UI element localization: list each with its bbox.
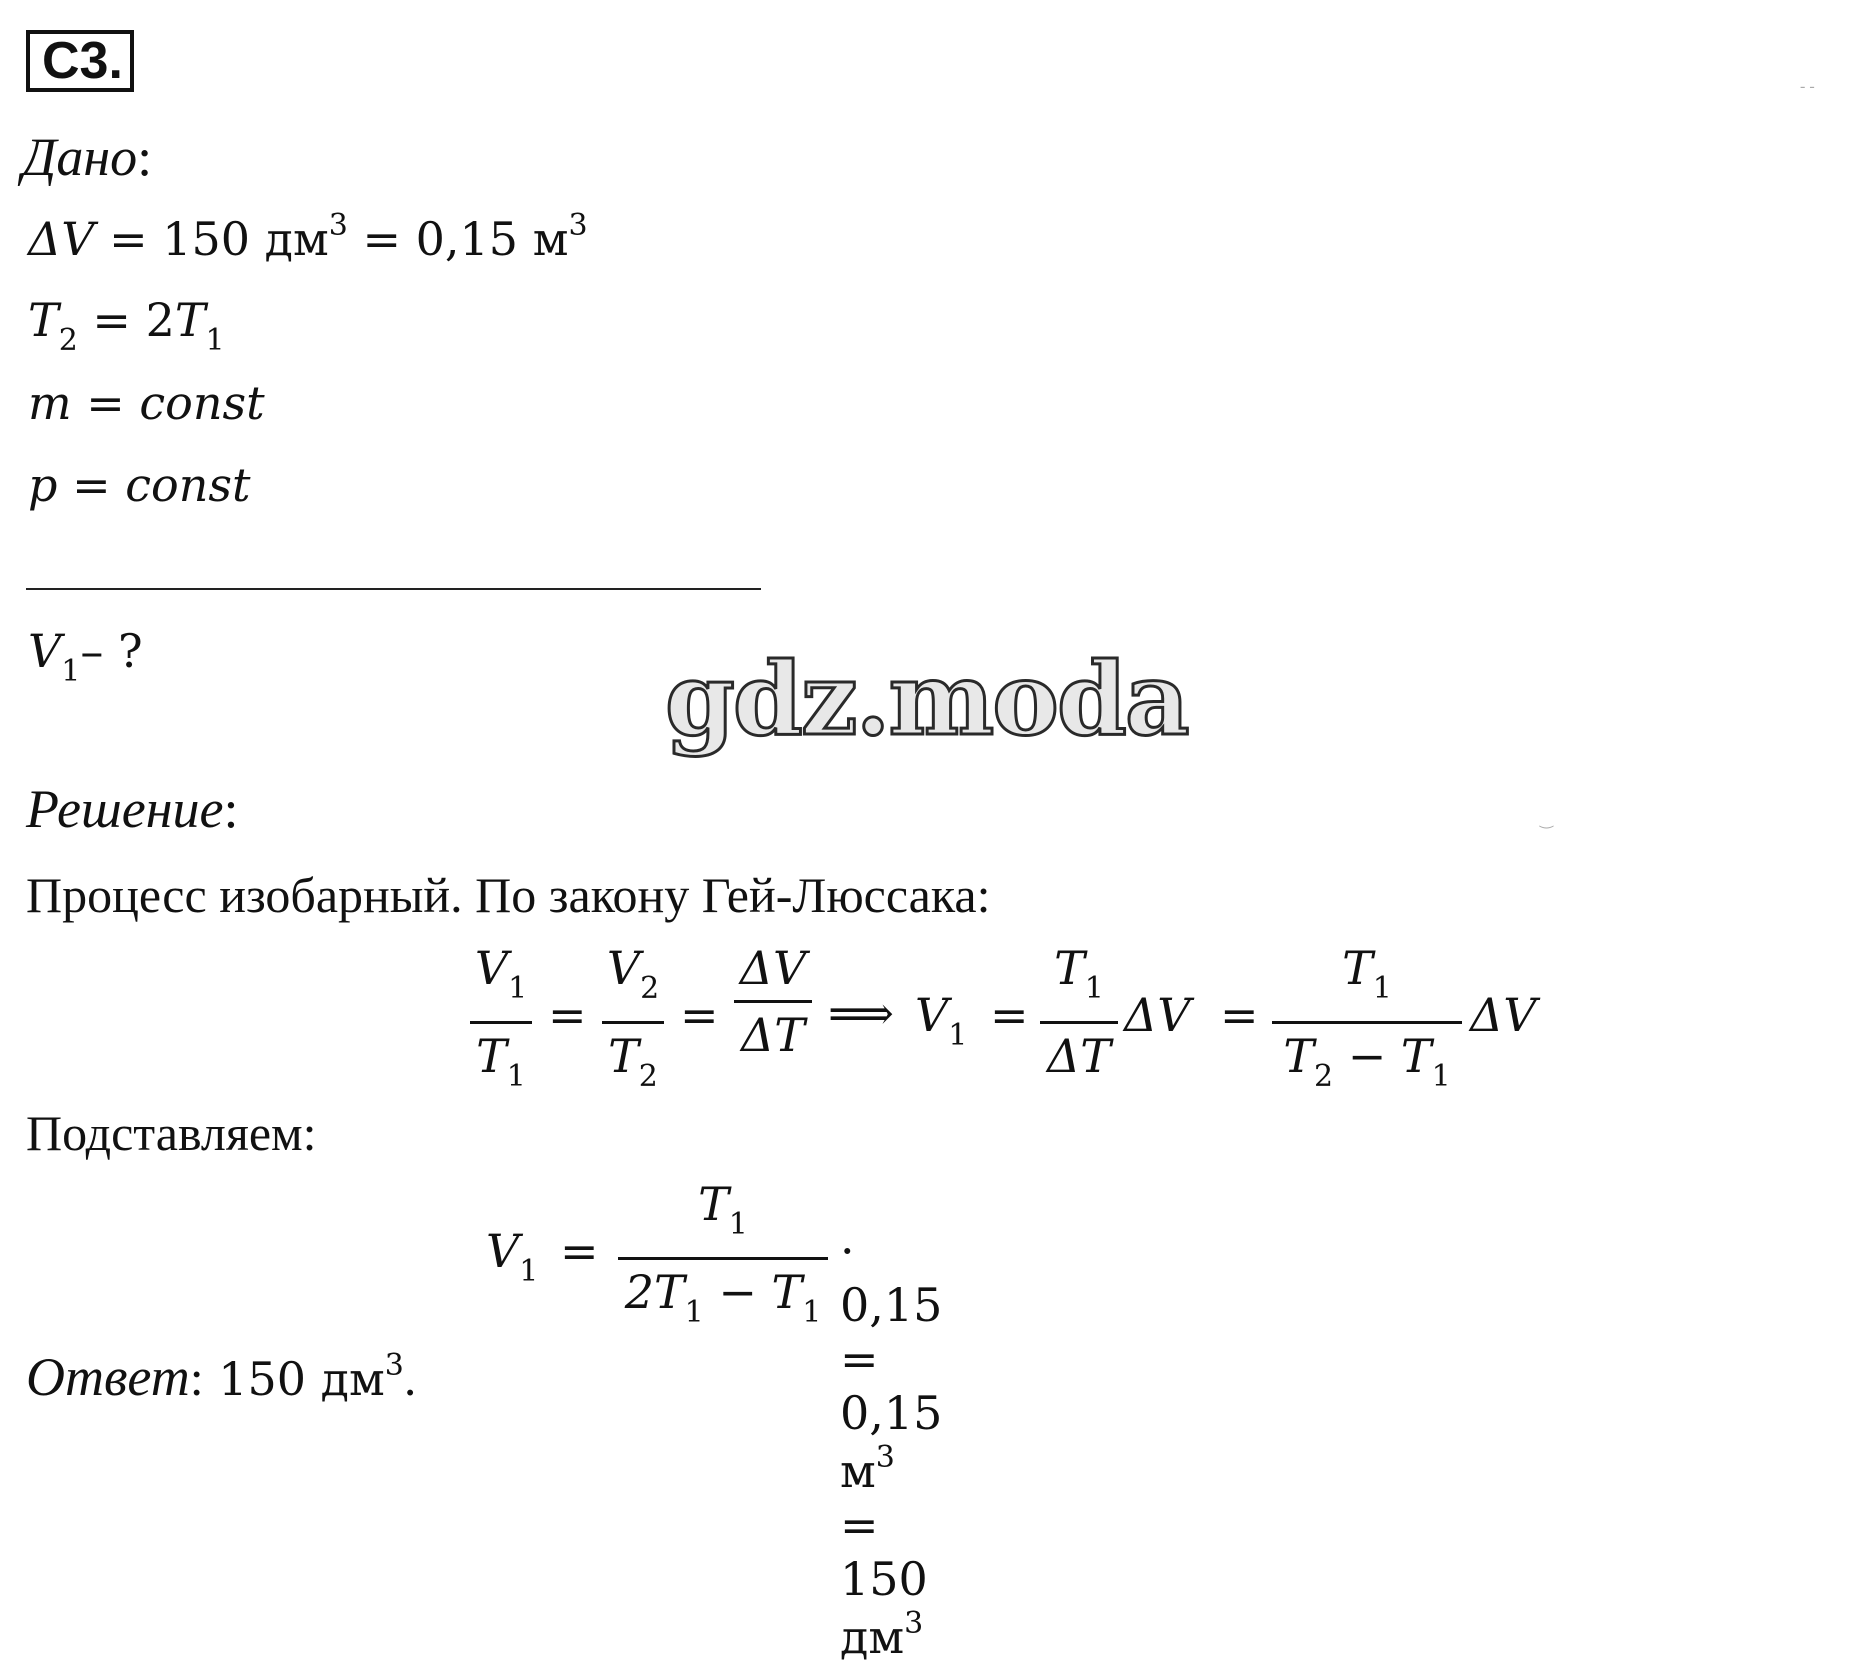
scan-artifact: ‿ xyxy=(1540,812,1553,829)
fraction-v2-t2: $V_2$ $T_2$ xyxy=(602,940,664,1105)
find-line: $V_1-$ ? xyxy=(28,624,143,689)
given-line-volume-change: ΔV = 150 $дм^3 = 0,15$ $м^3$ xyxy=(28,208,588,266)
fraction-t1-dt: $T_1$ ΔT xyxy=(1040,940,1118,1084)
answer-line: Ответ: 150 $дм^3$. xyxy=(26,1347,417,1407)
solution-text-process: Процесс изобарный. По закону Гей-Люссака: xyxy=(26,867,991,923)
given-label: Дано: xyxy=(22,127,153,187)
answer-label: Ответ xyxy=(26,1347,190,1407)
scan-artifact: - - xyxy=(1800,78,1815,95)
fraction-dv-dt: ΔV ΔT xyxy=(734,940,812,1063)
divider-line xyxy=(26,588,761,590)
solution-text-substitute: Подставляем: xyxy=(26,1105,317,1161)
fraction-v1-t1: $V_1$ $T_1$ xyxy=(470,940,532,1105)
answer-value: 150 $дм^3$ xyxy=(203,1348,404,1406)
watermark: gdz.moda xyxy=(665,640,1188,758)
solution-label: Решение: xyxy=(26,779,239,839)
task-number-box xyxy=(26,30,134,92)
fraction-t1-t2-minus-t1: $T_1$ $T_2 - T_1$ xyxy=(1272,940,1462,1105)
given-line-pressure: p = const xyxy=(28,458,251,512)
task-number: С3. xyxy=(42,32,123,90)
given-line-temperature: $T_2 = 2T_1$ xyxy=(28,293,225,358)
fraction-t1-2t1-minus-t1: $T_1$ $2T_1 - T_1$ xyxy=(618,1176,828,1341)
given-line-mass: m = const xyxy=(28,376,265,430)
